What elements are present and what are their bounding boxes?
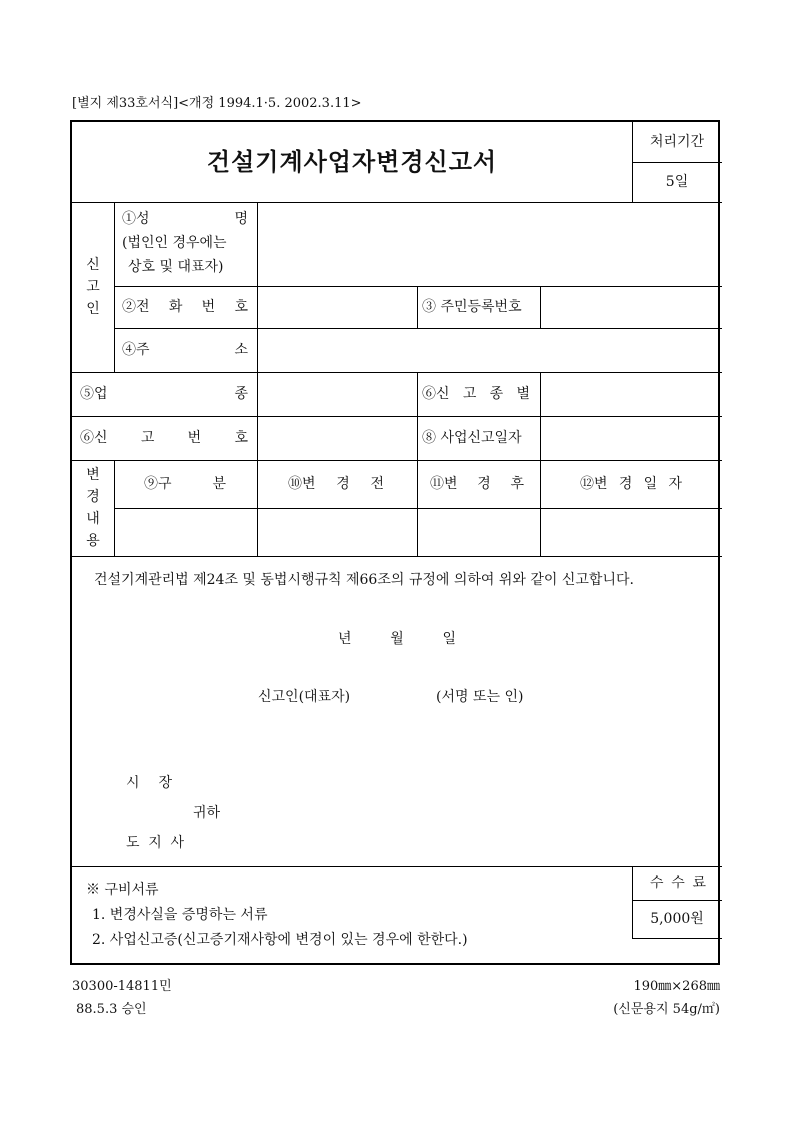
name-label: ①성 명 — [122, 210, 248, 227]
processing-period-label: 처리기간 — [649, 133, 705, 150]
report-type-label: ⑥신 고 종 별 — [422, 385, 530, 402]
header-before-change: ⑩변 경 전 — [288, 475, 384, 492]
required-documents-title: ※ 구비서류 — [86, 881, 159, 898]
date-line: 년 월 일 — [338, 630, 456, 647]
change-after-field[interactable] — [418, 509, 540, 556]
business-report-date-label: ⑧ 사업신고일자 — [422, 429, 522, 446]
signer-label: 신고인(대표자) — [258, 688, 351, 705]
header-category: ⑨구 분 — [144, 475, 226, 492]
signature-note: (서명 또는 인) — [436, 688, 524, 705]
report-number-field[interactable] — [258, 417, 416, 460]
recipient-honorific: 귀하 — [193, 804, 221, 821]
business-type-label: ⑤업 종 — [80, 385, 248, 402]
rrn-field[interactable] — [541, 287, 722, 328]
business-type-field[interactable] — [258, 373, 416, 416]
report-type-field[interactable] — [541, 373, 722, 416]
name-note-2: 상호 및 대표자) — [128, 258, 224, 275]
form-code: 30300-14811민 — [72, 979, 172, 994]
fee-label: 수 수 료 — [650, 874, 706, 891]
approval-date: 88.5.3 승인 — [76, 1002, 147, 1017]
recipient-mayor: 시 장 — [126, 774, 172, 791]
recipient-governor: 도 지 사 — [126, 834, 184, 851]
name-note-1: (법인인 경우에는 — [122, 234, 227, 251]
address-label: ④주 소 — [122, 341, 248, 358]
header-after-change: ⑪변 경 후 — [430, 475, 524, 492]
header-change-date: ⑫변 경 일 자 — [580, 475, 682, 492]
declaration-statement: 건설기계관리법 제24조 및 동법시행규칙 제66조의 규정에 의하여 위와 같이 신고합니다. — [94, 571, 634, 588]
form-title: 건설기계사업자변경신고서 — [206, 146, 498, 176]
required-document-item: 2. 사업신고증(신고증기재사항에 변경이 있는 경우에 한한다.) — [92, 931, 468, 948]
phone-label: ②전 화 번 호 — [122, 298, 248, 315]
rrn-label: ③ 주민등록번호 — [422, 298, 522, 315]
processing-period-value: 5일 — [665, 173, 689, 190]
required-document-item: 1. 변경사실을 증명하는 서류 — [92, 906, 268, 923]
business-report-date-field[interactable] — [541, 417, 722, 460]
change-date-field[interactable] — [541, 509, 722, 556]
phone-field[interactable] — [258, 287, 416, 328]
change-before-field[interactable] — [258, 509, 416, 556]
declarant-section-label: 신 고 인 — [86, 257, 100, 317]
address-field[interactable] — [258, 329, 722, 372]
paper-type: (신문용지 54g/㎡) — [613, 1002, 720, 1017]
change-details-section-label: 변 경 내 용 — [86, 467, 100, 549]
change-category-field[interactable] — [115, 509, 257, 556]
form-frame — [70, 120, 720, 965]
form-header-caption: [별지 제33호서식]<개정 1994.1·5. 2002.3.11> — [72, 96, 362, 111]
paper-size: 190㎜×268㎜ — [633, 979, 720, 994]
fee-value: 5,000원 — [650, 910, 704, 927]
name-field[interactable] — [258, 203, 722, 285]
report-number-label: ⑥신 고 번 호 — [80, 429, 248, 446]
